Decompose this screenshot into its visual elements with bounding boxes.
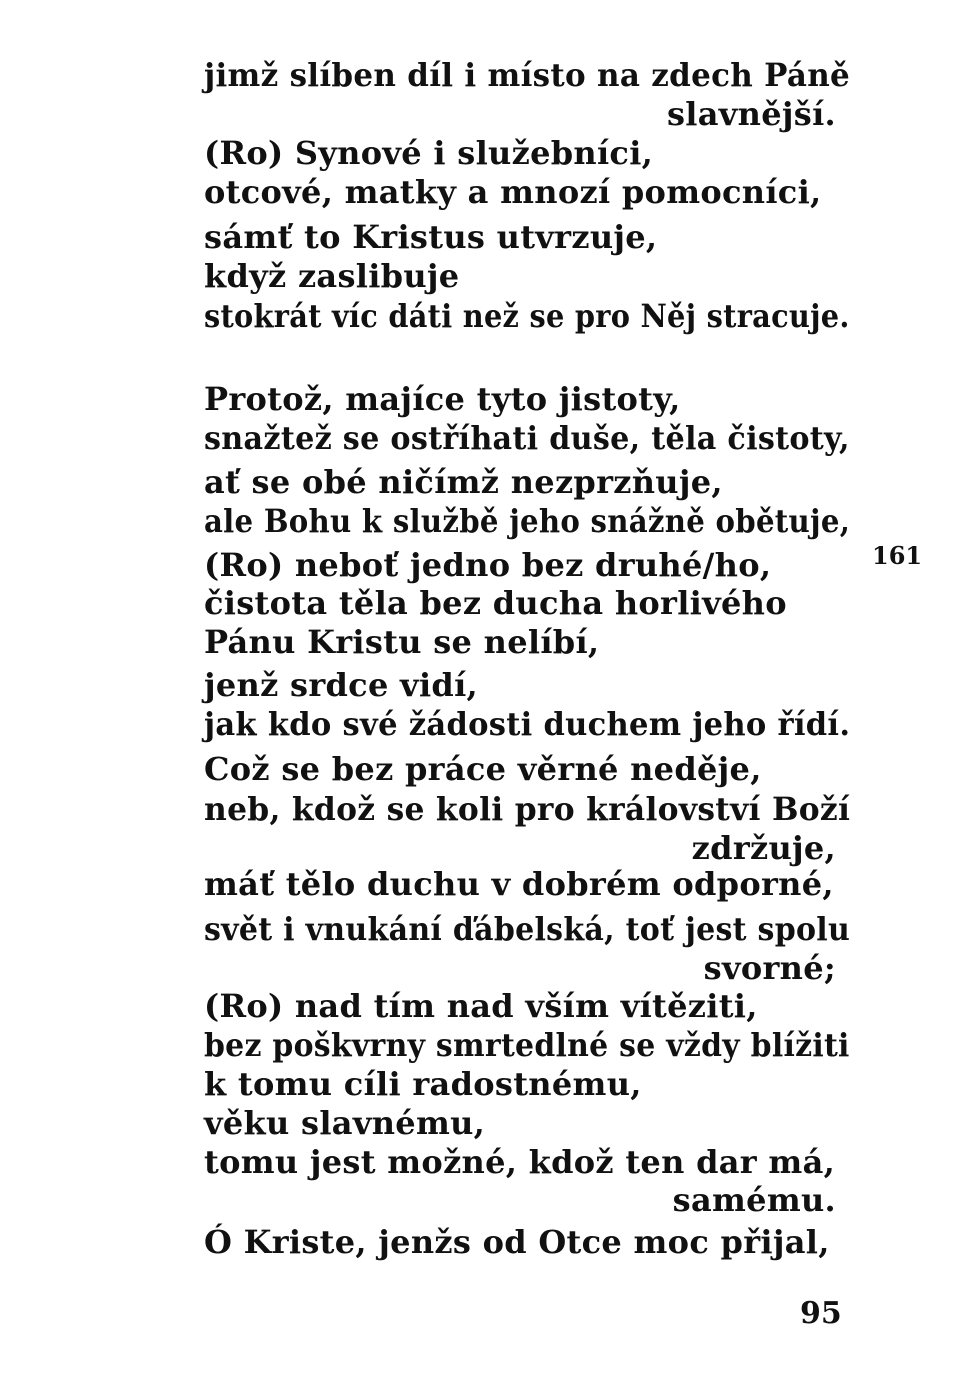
verse-line-19-continuation: zdržuje,: [691, 829, 836, 867]
verse-line-24: bez poškvrny smrtedlné se vždy blížiti: [204, 1026, 850, 1064]
verse-line-27: tomu jest možné, kdož ten dar má,: [204, 1143, 836, 1181]
verse-line-15: jenž srdce vidí,: [204, 666, 478, 704]
verse-line-2-continuation: slavnější.: [666, 95, 836, 133]
verse-line-1: jimž slíben díl i místo na zdech Páně: [204, 56, 851, 94]
verse-line-12: (Ro) neboť jedno bez druhé/ho,: [204, 546, 772, 584]
verse-line-9: snažtež se ostříhati duše, těla čistoty,: [204, 419, 850, 457]
verse-line-22-continuation: svorné;: [703, 949, 836, 987]
verse-line-18: neb, kdož se koli pro království Boží: [204, 790, 851, 828]
verse-line-25: k tomu cíli radostnému,: [204, 1065, 642, 1103]
verse-line-16: jak kdo své žádosti duchem jeho řídí.: [204, 705, 851, 743]
verse-line-7: stokrát víc dáti než se pro Něj stracuje.: [204, 297, 850, 335]
verse-line-5: sámť to Kristus utvrzuje,: [204, 218, 658, 256]
verse-line-14: Pánu Kristu se nelíbí,: [204, 623, 600, 661]
verse-line-28-continuation: samému.: [672, 1181, 836, 1219]
verse-line-21: svět i vnukání ďábelská, toť jest spolu: [204, 910, 851, 948]
verse-line-6: když zaslibuje: [204, 257, 460, 295]
verse-line-17: Což se bez práce věrné neděje,: [204, 750, 762, 788]
margin-line-number: 161: [872, 541, 923, 570]
verse-line-11: ale Bohu k službě jeho snážně obětuje,: [204, 502, 851, 540]
verse-line-20: máť tělo duchu v dobrém odporné,: [204, 865, 834, 903]
page-number: 95: [800, 1296, 842, 1331]
verse-line-4: otcové, matky a mnozí pomocníci,: [204, 173, 822, 211]
verse-line-3: (Ro) Synové i služebníci,: [204, 134, 654, 172]
verse-line-13: čistota těla bez ducha horlivého: [204, 584, 787, 622]
verse-line-29: Ó Kriste, jenžs od Otce moc přijal,: [204, 1223, 830, 1261]
verse-line-10: ať se obé ničímž nezprzňuje,: [204, 463, 723, 501]
verse-line-23: (Ro) nad tím nad vším vítěziti,: [204, 987, 758, 1025]
verse-line-8: Protož, majíce tyto jistoty,: [204, 380, 681, 418]
verse-line-26: věku slavnému,: [204, 1104, 486, 1142]
